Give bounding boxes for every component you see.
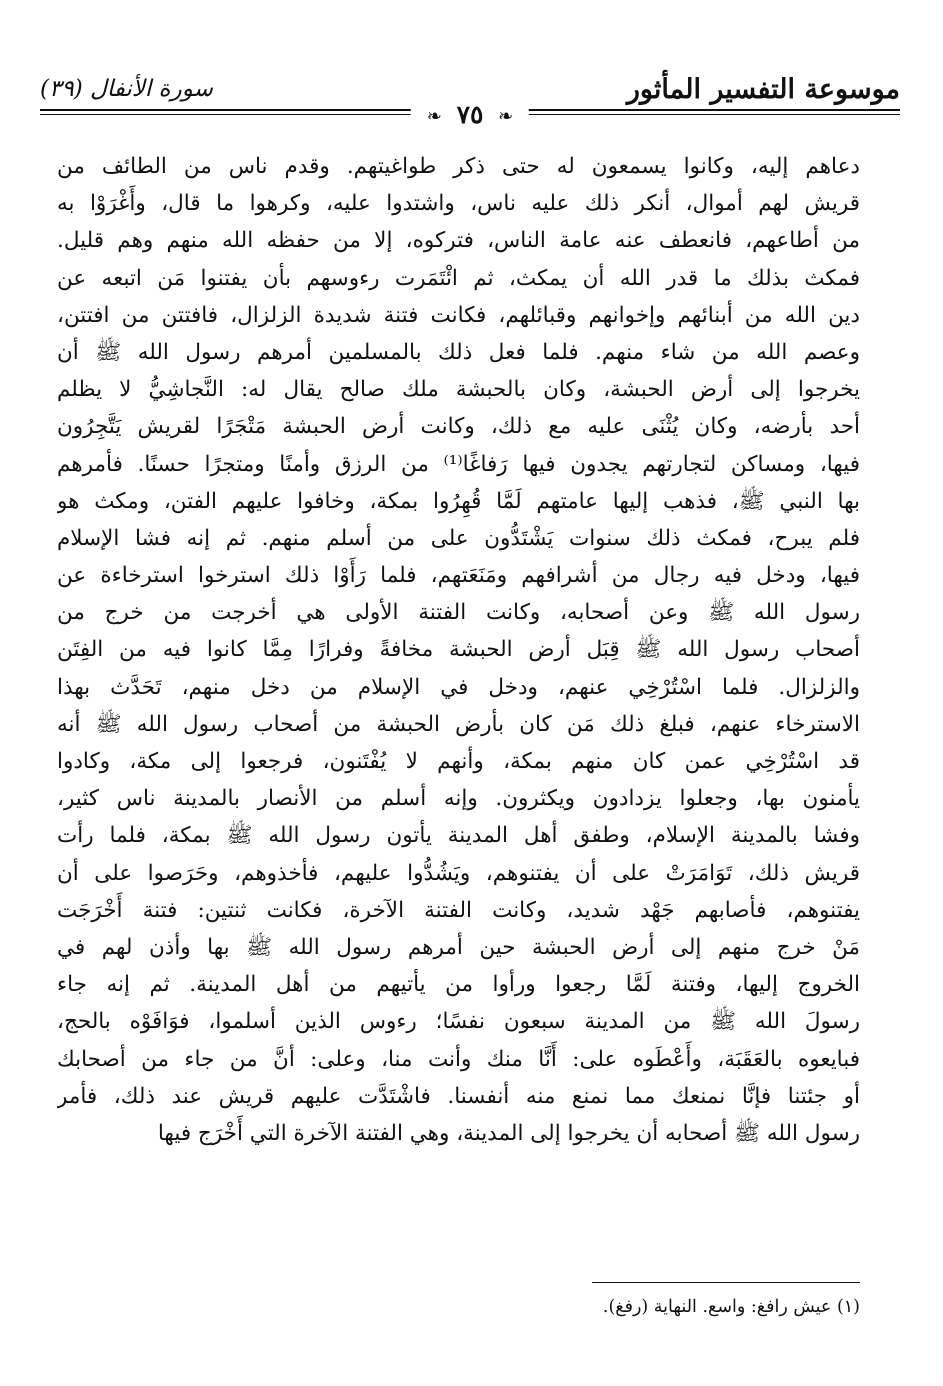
text-line: دين الله من أبنائهم وإخوانهم وقبائلهم، فكانت فتنة شديدة الزلزال، فافتتن من افتتن، [57,302,860,328]
text-line: فمكث بذلك ما قدر الله أن يمكث، ثم ائْتَمَرت رءوسهم بأن يفتنوا مَن اتبعه عن [57,265,860,291]
text-line: بها النبي ﷺ، فذهب إليها عامتهم لَمَّا قُهِرُوا بمكة، وخافوا عليهم الفتن، ومكث هو [57,488,860,514]
text-line: وعصم الله من شاء منهم. فلما فعل ذلك بالمسلمين أمرهم رسول الله ﷺ أن [57,339,860,365]
text-line: فيها، ودخل فيه رجال من أشرافهم ومَنَعَتهم، فلما رَأَوْا ذلك استرخوا استرخاءة عن [57,563,860,589]
text-line: أحد بأرضه، وكان يُثْنَى عليه مع ذلك، وكانت أرض الحبشة مَتْجَرًا لقريش يَتَّجِرُون [57,414,860,440]
text-line: يأمنون بها، وجعلوا يزدادون ويكثرون. وإنه أسلم من الأنصار بالمدينة ناس كثير، [57,786,860,812]
text-line: فيها، ومساكن لتجارتهم يجدون فيها رَفاغًا⁽¹⁾ من الرزق وأمنًا ومتجرًا حسنًا. فأمرهم [57,451,860,477]
text-line: أو جئتنا فإنَّا نمنعك مما نمنع منه أنفسنا. فاشْتَدَّت عليهم قريش عند ذلك، فأمر [57,1083,860,1109]
footnote: (١) عيش رافغ: واسع. النهاية (رفغ). [602,1297,860,1317]
text-line: وفشا بالمدينة الإسلام، وطفق أهل المدينة يأتون رسول الله ﷺ بمكة، فلما رأت [57,823,860,849]
page-number-block [411,100,529,129]
text-line: رسول الله ﷺ وعن أصحابه، وكانت الفتنة الأولى هي أخرجت من خرج من [57,600,860,626]
text-line: الخروج إليها، وفتنة لَمَّا رجعوا ورأوا من يأتيهم من أهل المدينة. ثم إنه جاء [57,972,860,998]
text-line: والزلزال. فلما اسْتُرْخِي عنهم، ودخل في الإسلام من دخل منهم، تَحَدَّث بهذا [57,674,860,700]
text-line: قريش لهم أموال، أنكر ذلك عليه ناس، واشتدوا عليه، وكرهوا ما قال، وأَغْرَوْا به [57,191,860,217]
text-line: مَنْ خرج منهم إلى أرض الحبشة حين أمرهم رسول الله ﷺ بها وأذن لهم في [57,934,860,960]
page-number: ٧٥ [456,100,484,129]
text-line: من أطاعهم، فانعطف عنه عامة الناس، فتركوه، إلا من حفظه الله منهم وهم قليل. [57,228,860,254]
text-line: قريش ذلك، تَوَامَرَتْ على أن يفتنوهم، ويَشُدُّوا عليهم، فأخذوهم، وحَرَصوا على أن [57,860,860,886]
text-line: رسول الله ﷺ أصحابه أن يخرجوا إلى المدينة، وهي الفتنة الآخرة التي أَخْرَج فيها [157,1120,860,1146]
main-text [57,148,860,1152]
ornament-right-icon: ❧ [498,106,514,127]
footnote-separator [592,1282,860,1283]
text-line: قد اسْتُرْخِي عمن كان منهم بمكة، وأنهم لا يُفْتَنون، فرجعوا إلى مكة، وكادوا [57,749,860,774]
text-line: دعاهم إليه، وكانوا يسمعون له حتى ذكر طواغيتهم. وقدم ناس من الطائف من [57,154,860,179]
running-header [40,70,900,129]
text-line: يخرجوا إلى أرض الحبشة، وكان بالحبشة ملك صالح يقال له: النَّجاشِيُّ لا يظلم [57,377,860,403]
book-title: موسوعة التفسير المأثور [626,74,900,105]
text-line: فبايعوه بالعَقَبَة، وأَعْطَوه على: أَنَّا منك وأنت منا، وعلى: أنَّ من جاء من أصحابك [57,1046,860,1072]
text-line: أصحاب رسول الله ﷺ قِبَل أرض الحبشة مخافةً وفرارًا مِمَّا كانوا فيه من الفِتَن [57,637,860,663]
text-line: رسولَ الله ﷺ من المدينة سبعون نفسًا؛ رءوس الذين أسلموا، فوَافَوْه بالحج، [57,1009,860,1035]
text-line: فلم يبرح، فمكث ذلك سنوات يَشْتَدُّون على من أسلم منهم. ثم إنه فشا الإسلام [57,525,860,551]
surah-title: سورة الأنفال (٣٩) [40,76,213,102]
text-line: الاسترخاء عنهم، فبلغ ذلك مَن كان بأرض الحبشة من أصحاب رسول الله ﷺ أنه [57,711,860,737]
ornament-left-icon: ❧ [426,106,442,127]
text-line: يفتنوهم، فأصابهم جَهْد شديد، وكانت الفتنة الآخرة، فكانت ثنتين: فتنة أَخْرَجَت [57,897,860,923]
